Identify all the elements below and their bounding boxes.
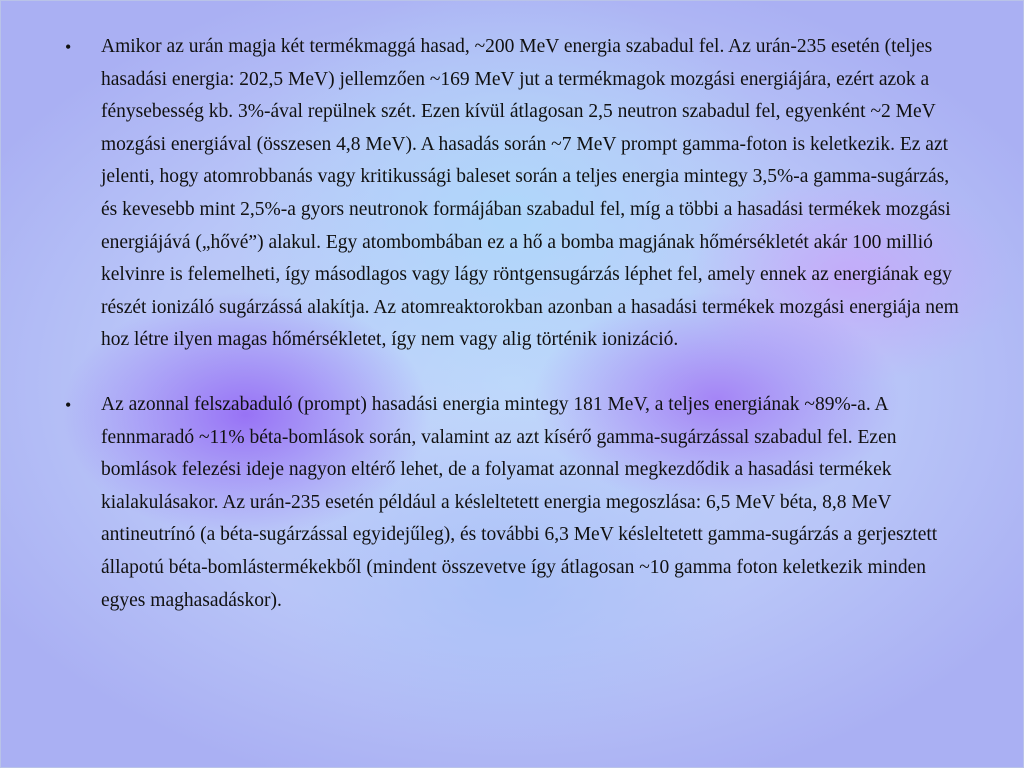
bullet-text: Az azonnal felszabaduló (prompt) hasadási energia mintegy 181 MeV, a teljes energiának ~89%-a. A fennmaradó ~11% béta-bomlások során, valamint az azt kísérő gamma-sugárzással szabadul fel. Ezen bomlások felezési ideje nagyon eltérő lehet, de a folyamat azonnal megkezdődik a hasadási termékek kialakulásakor. Az urán-235 esetén például a késleltetett energia megoszlása: 6,5 MeV béta, 8,8 MeV antineutrínó (a béta-sugárzással egyidejűleg), és további 6,3 MeV késleltetett gamma-sugárzás a gerjesztett állapotú béta-bomlástermékekből (mindent összevetve így átlagosan ~10 gamma foton keletkezik minden egyes maghasadáskor). <box>101 393 938 611</box>
bullet-list <box>65 31 965 617</box>
bullet-icon: • <box>65 394 72 415</box>
bullet-item-delayed-energy <box>65 389 965 617</box>
bullet-icon: • <box>65 37 72 57</box>
bullet-text: Amikor az urán magja két termékmaggá hasad, ~200 MeV energia szabadul fel. Az urán-235 esetén (teljes hasadási energia: 202,5 MeV) jellemzően ~169 MeV jut a termékmagok mozgási energiájára, ezért azok a fénysebesség kb. 3%-ával repülnek szét. Ezen kívül átlagosan 2,5 neutron szabadul fel, egyenként ~2 MeV mozgási energiával (összesen 4,8 MeV). A hasadás során ~7 MeV prompt gamma-foton is keletkezik. Ez azt jelenti, hogy atomrobbanás vagy kritikussági baleset során a teljes energia mintegy 3,5%-a gamma-sugárzás, és kevesebb mint 2,5%-a gyors neutronok formájában szabadul fel, míg a többi a hasadási termékek mozgási energiájává („hővé”) alakul. Egy atombombában ez a hő a bomba magjának hőmérsékletét akár 100 millió kelvinre is felemelheti, így másodlagos vagy lágy röntgensugárzás léphet fel, amely ennek az energiának egy részét ionizáló sugárzássá alakítja. Az atomreaktorokban azonban a hasadási termékek mozgási energiája nem hoz létre ilyen magas hőmérsékletet, így nem vagy alig történik ionizáció. <box>101 36 959 351</box>
bullet-item-prompt-energy <box>65 31 965 357</box>
